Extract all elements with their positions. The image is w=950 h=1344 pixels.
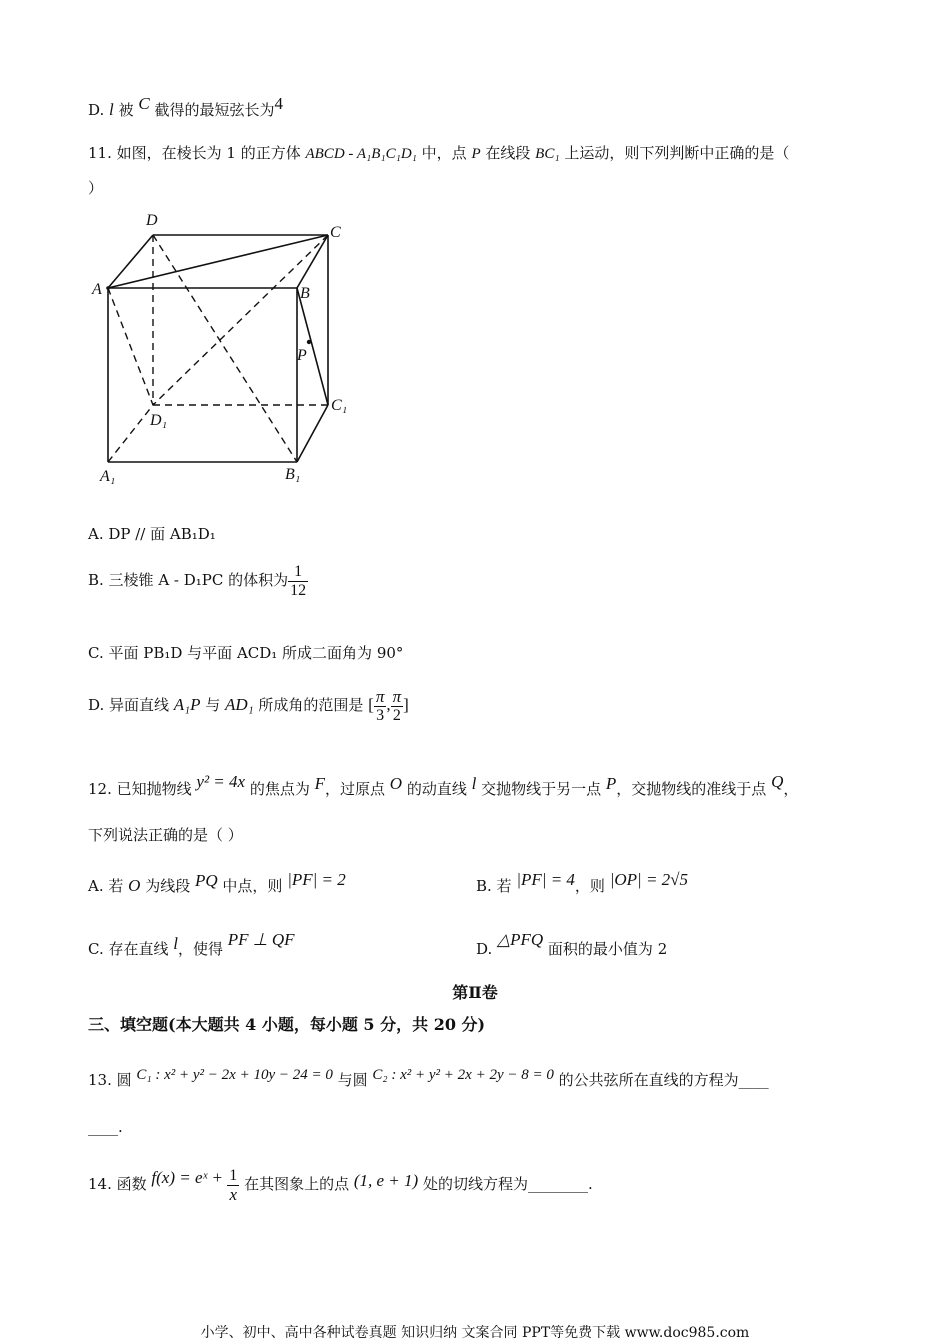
q11-option-a: A. DP // 面 AB₁D₁	[88, 525, 216, 543]
cube-solid-edges	[108, 235, 328, 462]
section-heading: 三、填空题(本大题共 4 小题，每小题 5 分，共 20 分)	[88, 1015, 486, 1034]
label-p: P	[297, 347, 307, 364]
q12-option-d: D. △PFQ 面积的最小值为 2	[476, 930, 668, 958]
label-b1: B₁	[285, 466, 301, 483]
q12-option-a: A. 若 O 为线段 PQ 中点，则 |PF| = 2	[88, 870, 346, 895]
label-c1: C₁	[331, 397, 348, 414]
fraction-one-twelfth: $\frac{1}{12}$	[290, 562, 307, 599]
cube-hidden-edges	[108, 235, 328, 462]
page-footer: 小学、初中、高中各种试卷真题 知识归纳 文案合同 PPT等免费下载 www.doc985.com	[200, 1325, 750, 1341]
q10-option-d: D. l 被 C 截得的最短弦长为4	[88, 94, 283, 119]
q11-option-d: D. 异面直线 A₁P 与 AD₁ 所成角的范围是 [ $\frac{\pi}{3}$ , $\frac{\pi}{2}$ ]	[88, 686, 409, 724]
q13-blank: ____.	[88, 1118, 123, 1136]
q13-stem: 13. 圆 C₁ : x² + y² − 2x + 10y − 24 = 0 与圆 C₂ : x² + y² + 2x + 2y − 8 = 0 的公共弦所在直线的方程为____	[88, 1067, 769, 1089]
q14-stem: 14. 函数 f(x) = eˣ + $\frac{1}{x}$ 在其图象上的点 (1, e + 1) 处的切线方程为________.	[88, 1166, 593, 1204]
q11-option-b: B. 三棱锥 A - D₁PC 的体积为 $\frac{1}{12}$	[88, 562, 307, 599]
part-two-title: 第Ⅱ卷	[452, 983, 498, 1002]
q11-stem-close: ）	[88, 179, 104, 197]
fraction-one-over-x: $\frac{1}{x}$	[229, 1166, 238, 1204]
q12-stem-line2: 下列说法正确的是（ ）	[88, 826, 243, 844]
line-l: l	[109, 100, 114, 119]
circle-c: C	[138, 94, 150, 113]
label-b: B	[300, 285, 310, 302]
point-p	[307, 340, 311, 344]
point-a	[106, 286, 110, 290]
q11-option-c: C. 平面 PB₁D 与平面 ACD₁ 所成二面角为 90°	[88, 644, 404, 662]
cube-figure	[80, 205, 370, 490]
label-d: D	[146, 212, 158, 229]
q11-stem: 11. 如图，在棱长为 1 的正方体 ABCD - A₁B₁C₁D₁ 中，点 P 在线段 BC₁ 上运动，则下列判断中正确的是（	[88, 144, 790, 162]
label-c: C	[330, 224, 341, 241]
q12-option-b: B. 若 |PF| = 4，则 |OP| = 2√5	[476, 870, 689, 895]
label-a: A	[92, 281, 102, 298]
label-a1: A₁	[100, 468, 116, 485]
q12-option-c: C. 存在直线 l，使得 PF ⊥ QF	[88, 930, 295, 958]
q12-stem: 12. 已知抛物线 y² = 4x 的焦点为 F，过原点 O 的动直线 l 交抛物线于另一点 P，交抛物线的准线于点 Q，	[88, 772, 799, 798]
label-d1: D₁	[150, 412, 168, 429]
